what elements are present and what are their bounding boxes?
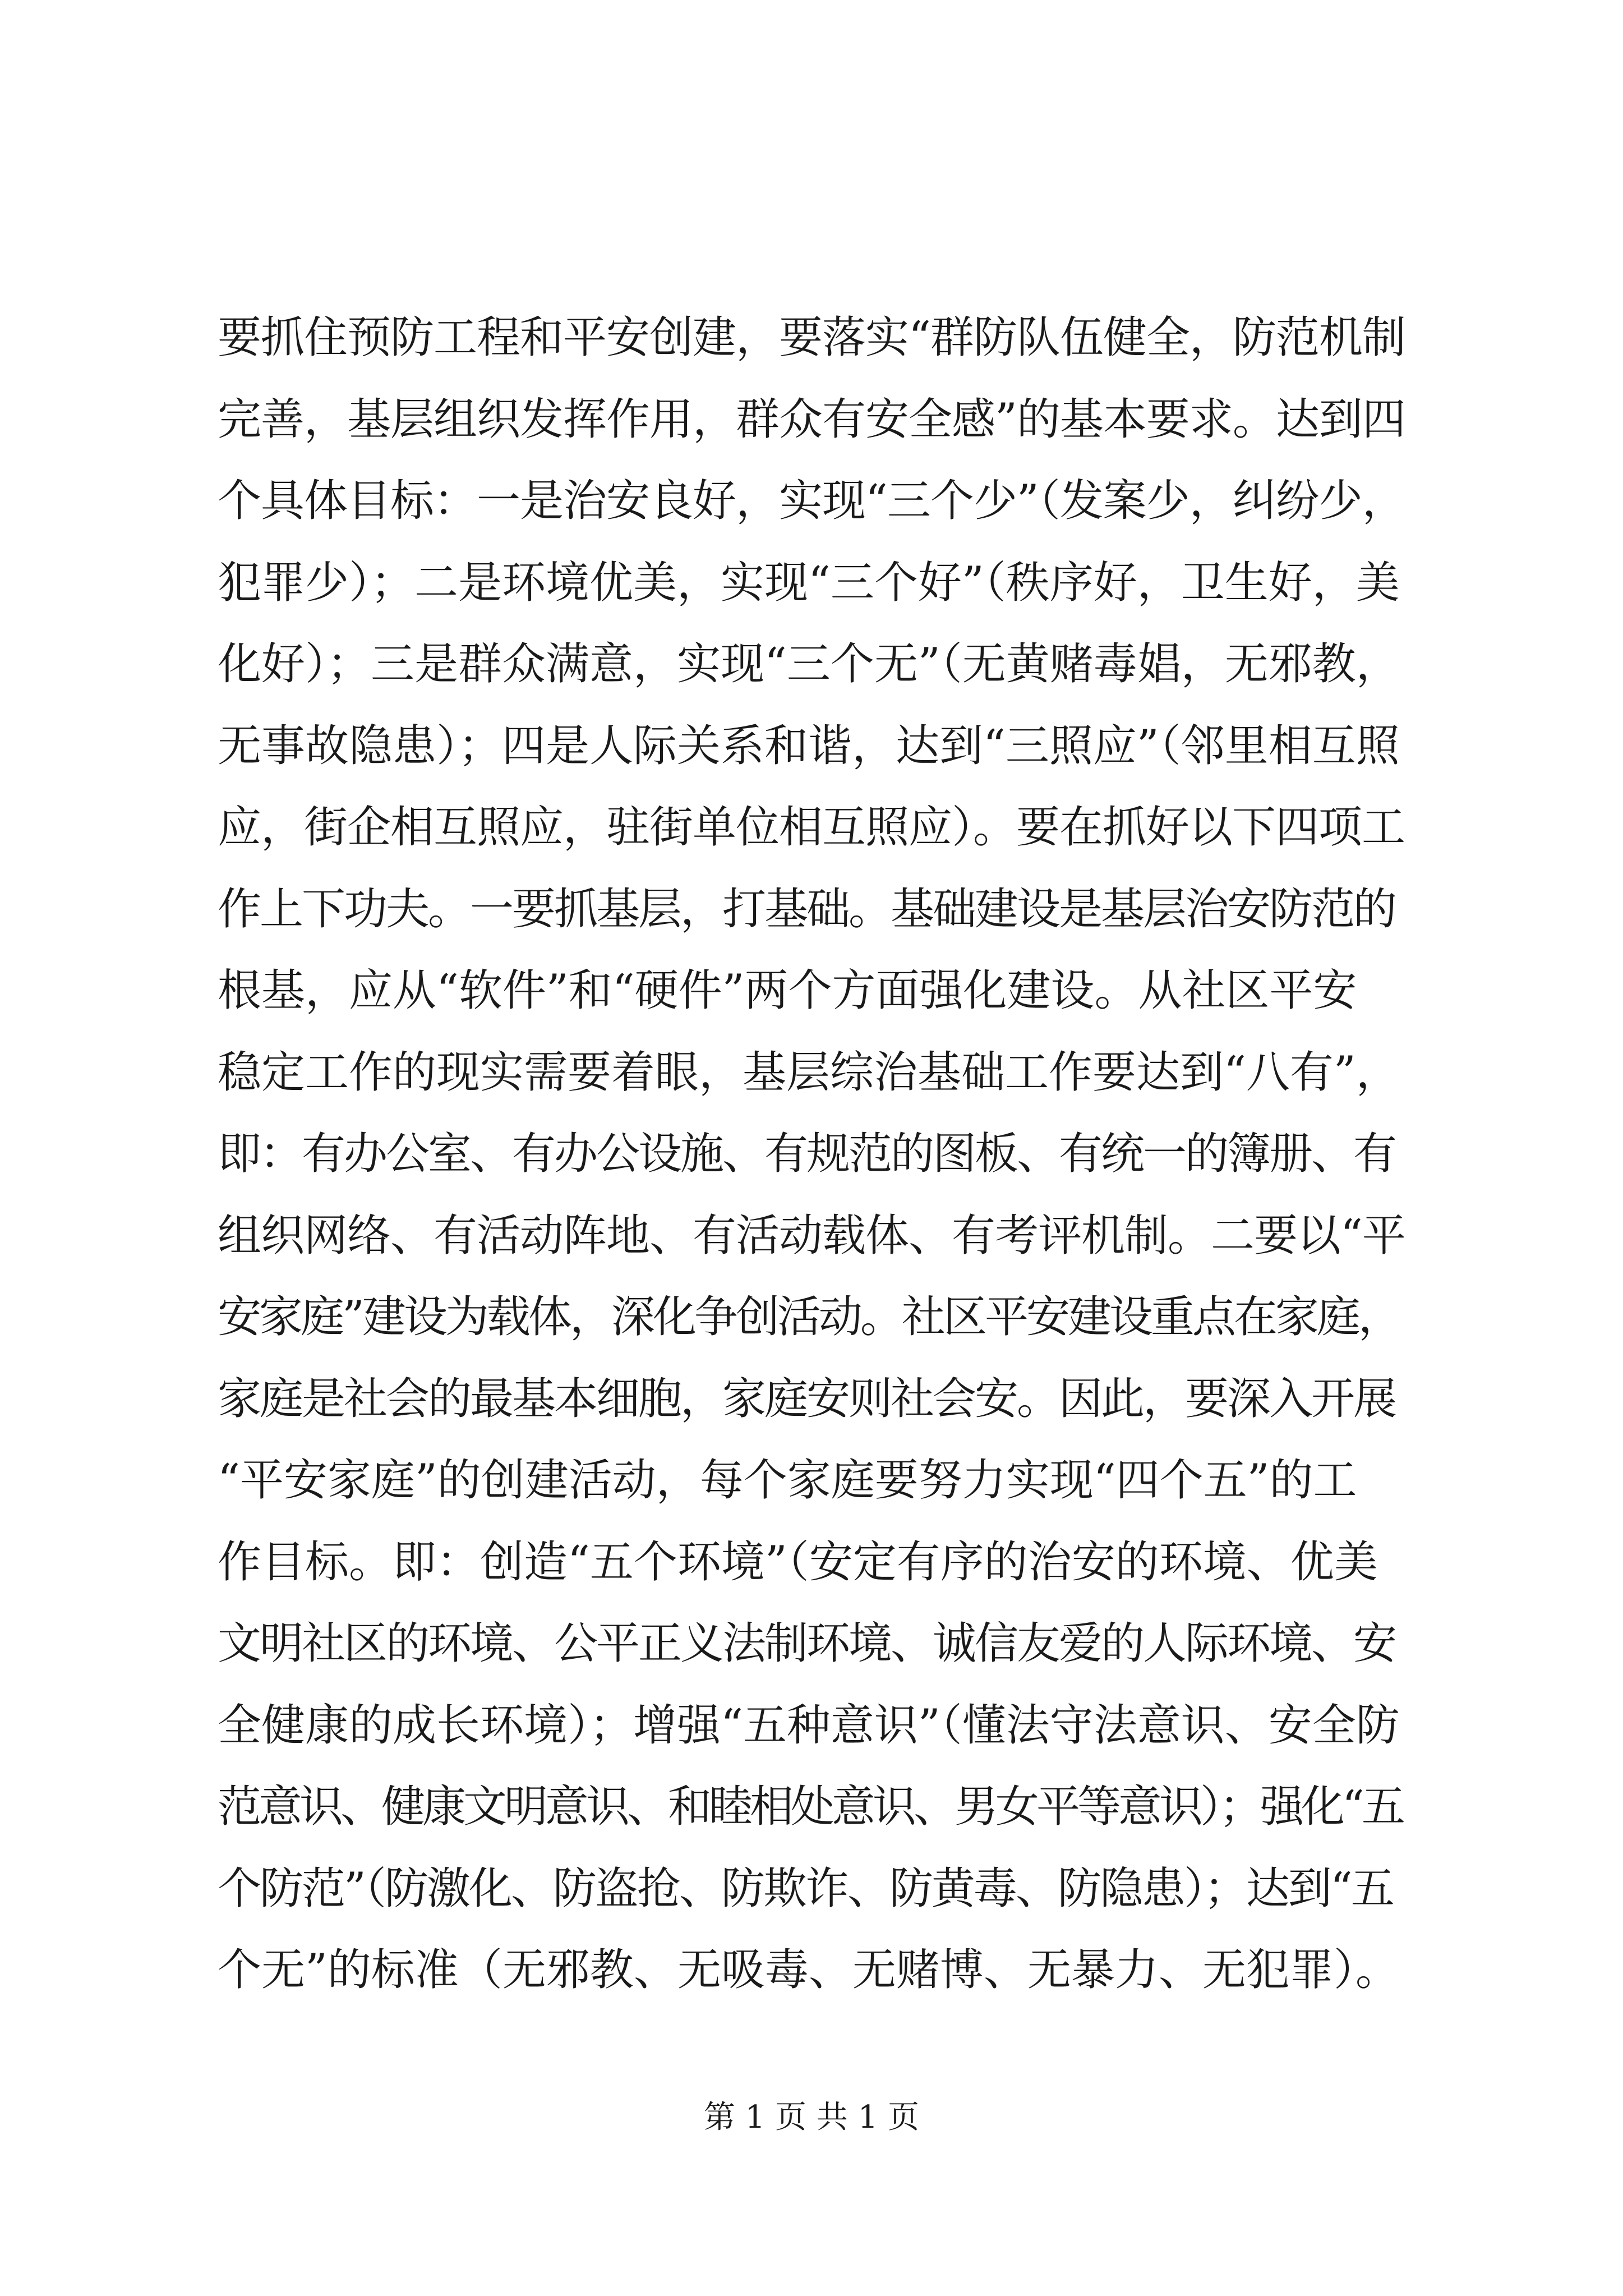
text-line: 要抓住预防工程和平安创建，要落实“群防队伍健全，防范机制 xyxy=(218,312,1405,363)
text-line: 根基，应从“软件”和“硬件”两个方面强化建设。从社区平安 xyxy=(218,965,1357,1016)
text-line: 组织网络、有活动阵地、有活动载体、有考评机制。二要以“平 xyxy=(218,1210,1405,1261)
text-line: 稳定工作的现实需要着眼，基层综治基础工作要达到“八有”， xyxy=(218,1047,1400,1098)
text-line: 个具体目标：一是治安良好，实现“三个少”（发案少，纠纷少， xyxy=(218,476,1405,526)
text-line: 个防范”（防激化、防盗抢、防欺诈、防黄毒、防隐患）；达到“五 xyxy=(218,1863,1393,1914)
text-line: 即：有办公室、有办公设施、有规范的图板、有统一的簿册、有 xyxy=(218,1129,1396,1179)
text-line: “平安家庭”的创建活动，每个家庭要努力实现“四个五”的工 xyxy=(218,1455,1357,1506)
text-line: 范意识、健康文明意识、和睦相处意识、男女平等意识）；强化“五 xyxy=(218,1782,1403,1832)
page-number-footer: 第 1 页 共 1 页 xyxy=(703,2099,920,2136)
text-line: 完善，基层组织发挥作用，群众有安全感”的基本要求。达到四 xyxy=(218,394,1405,445)
text-line: 安家庭”建设为载体，深化争创活动。社区平安建设重点在家庭， xyxy=(218,1292,1400,1342)
text-line: 化好）；三是群众满意，实现“三个无”（无黄赌毒娼，无邪教， xyxy=(218,639,1400,689)
text-line: 文明社区的环境、公平正义法制环境、诚信友爱的人际环境、安 xyxy=(218,1618,1396,1669)
body-paragraph xyxy=(218,297,1405,2012)
text-line: 全健康的成长环境）；增强“五种意识”（懂法守法意识、安全防 xyxy=(218,1700,1400,1751)
text-line: 作目标。即：创造“五个环境”（安定有序的治安的环境、优美 xyxy=(218,1536,1378,1588)
text-line: 应，街企相互照应，驻街单位相互照应）。要在抓好以下四项工 xyxy=(218,802,1405,853)
text-line: 作上下功夫。一要抓基层，打基础。基础建设是基层治安防范的 xyxy=(218,884,1396,935)
text-line: 个无”的标准（无邪教、无吸毒、无赌博、无暴力、无犯罪）。 xyxy=(218,1945,1399,1995)
text-line: 无事故隐患）；四是人际关系和谐，达到“三照应”（邻里相互照 xyxy=(218,720,1400,771)
text-line: 犯罪少）；二是环境优美，实现“三个好”（秩序好，卫生好，美 xyxy=(218,557,1400,608)
text-line: 家庭是社会的最基本细胞，家庭安则社会安。因此，要深入开展 xyxy=(218,1373,1396,1424)
